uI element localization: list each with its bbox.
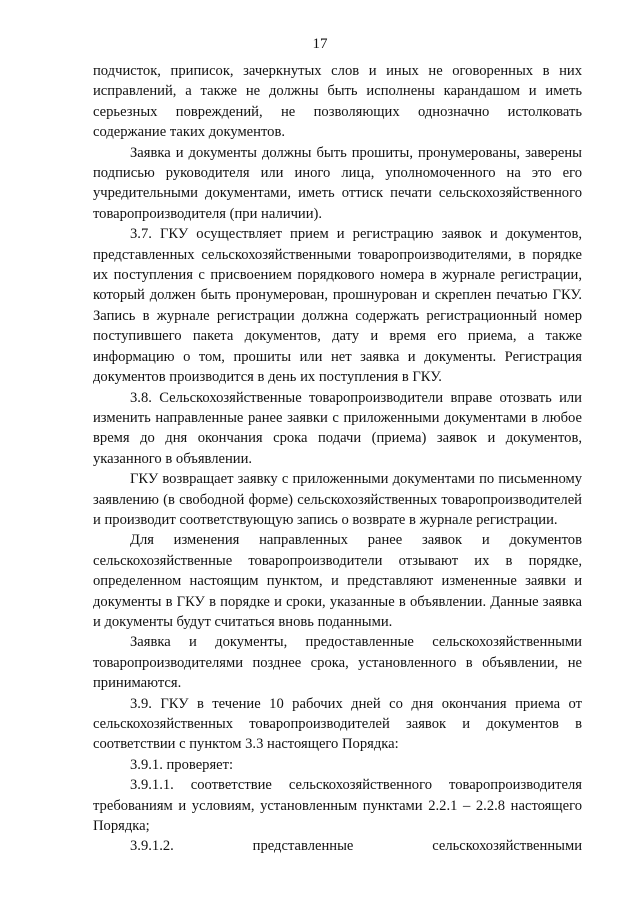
paragraph-return-application: ГКУ возвращает заявку с приложенными документами по письменному заявлению (в свободной форме) сельскохозяйственных товаропроизводителей и производит соответствующую запись о возврате в журнале регистрации. (93, 471, 582, 528)
paragraph-late-submission: Заявка и документы, предоставленные сельскохозяйственными товаропроизводителями позднее срока, установленного в объявлении, не принимаются. (93, 634, 582, 692)
document-body (93, 61, 582, 857)
paragraph-3-9-1: 3.9.1. проверяет: (130, 756, 234, 773)
paragraph-3-9: 3.9. ГКУ в течение 10 рабочих дней со дня окончания приема от сельскохозяйственных товаропроизводителей заявок и документов в соответствии с пунктом 3.3 настоящего Порядка: (93, 695, 582, 753)
paragraph-3-9-1-1: 3.9.1.1. соответствие сельскохозяйственного товаропроизводителя требованиям и условиям, установленным пунктами 2.2.1 – 2.2.8 настоящего Порядка; (93, 777, 582, 835)
paragraph-continuation: подчисток, приписок, зачеркнутых слов и иных не оговоренных в них исправлений, а также не должны быть исполнены карандашом и иметь серьезных повреждений, не позволяющих однозначно истолковать содержание таких документов. (93, 63, 582, 141)
paragraph-change-application: Для изменения направленных ранее заявок и документов сельскохозяйственные товаропроизводители отзывают их в порядке, определенном настоящим пунктом, и представляют измененные заявки и документы в ГКУ в порядке и сроки, указанные в объявлении. Данные заявка и документы будут считаться вновь поданными. (93, 532, 582, 630)
paragraph-3-8: 3.8. Сельскохозяйственные товаропроизводители вправе отозвать или изменить направленные ранее заявки с приложенными документами в любое время до дня окончания срока подачи (приема) заявок и документов, указанного в объявлении. (93, 389, 582, 467)
paragraph-3-9-1-2: 3.9.1.2. представленные сельскохозяйственными (130, 838, 582, 855)
paragraph-stitching-requirements: Заявка и документы должны быть прошиты, пронумерованы, заверены подписью руководителя или иного лица, уполномоченного на это его учредительными документами, иметь оттиск печати сельскохозяйственного товаропроизводителя (при наличии). (93, 144, 582, 222)
page-number: 17 (312, 36, 328, 52)
paragraph-3-7: 3.7. ГКУ осуществляет прием и регистрацию заявок и документов, представленных сельскохозяйственными товаропроизводителями, в порядке их поступления с присвоением порядкового номера в журнале регистрации, который должен быть пронумерован, прошнурован и скреплен печатью ГКУ. Запись в журнале регистрации должна содержать регистрационный номер поступившего пакета документов, дату и время его приема, а также информацию о том, прошиты или нет заявка и документы. Регистрация документов производится в день их поступления в ГКУ. (93, 226, 582, 386)
